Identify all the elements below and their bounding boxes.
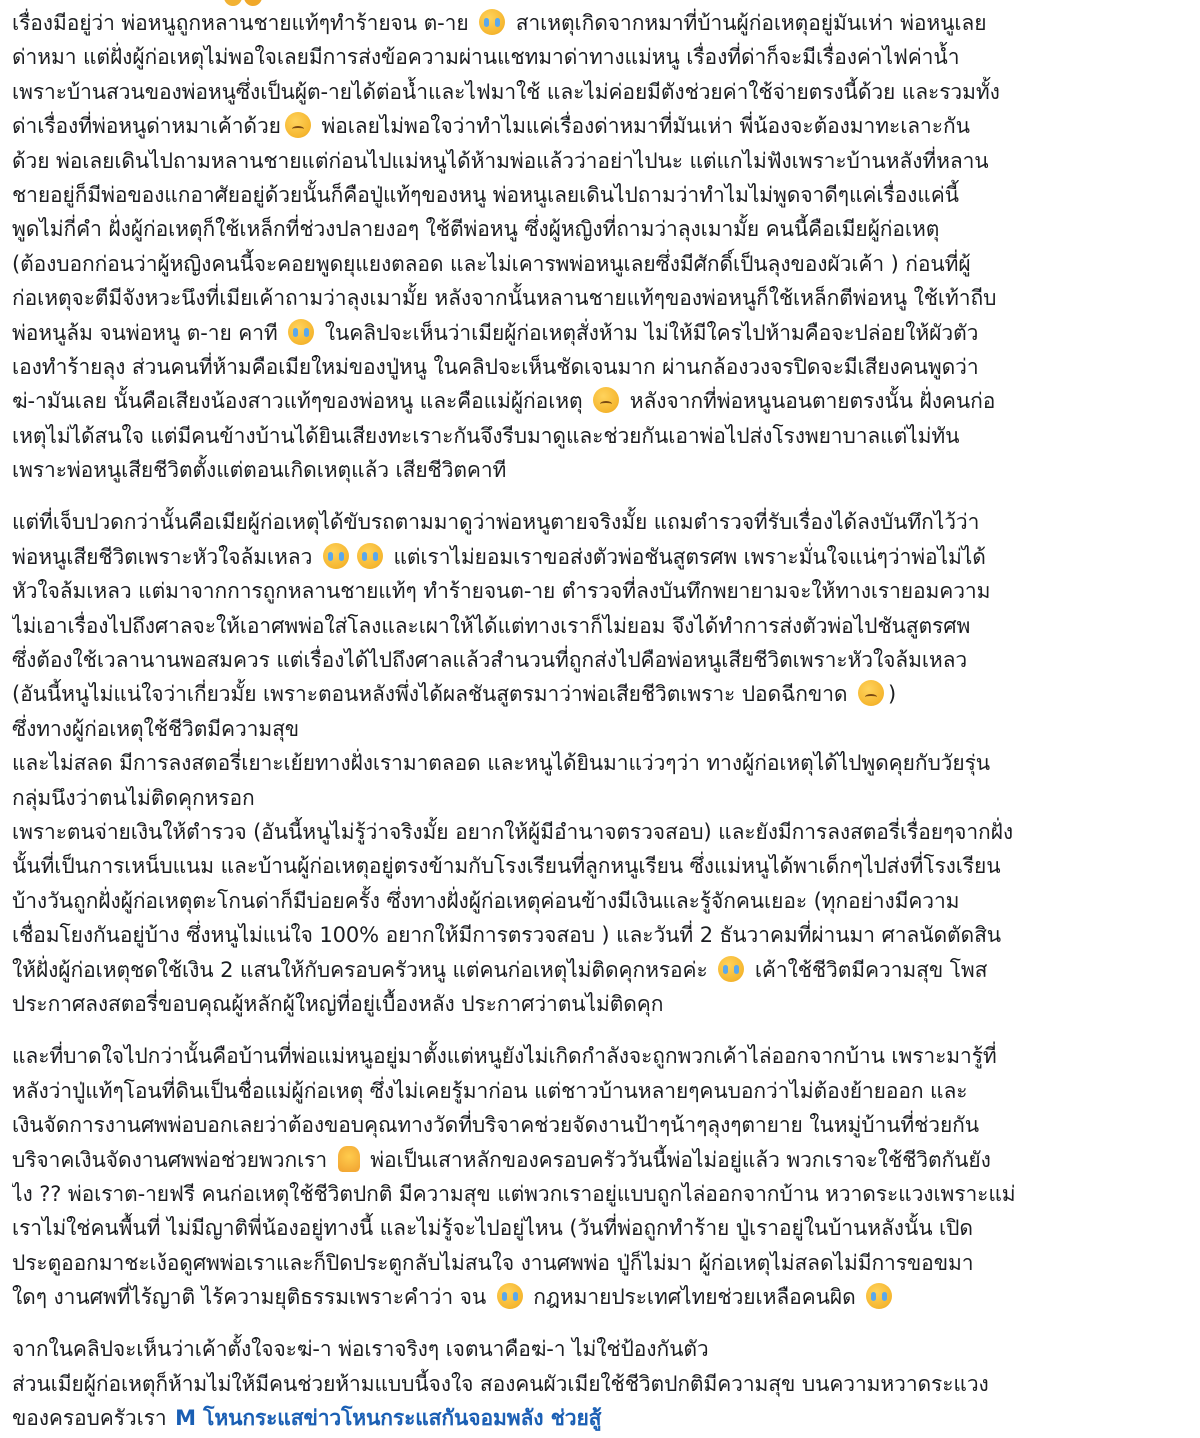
text-line: เพราะพ่อหนูเสียชีวิตตั้งแต่ตอนเกิดเหตุแล้ว เสียชีวิตคาที — [12, 458, 507, 483]
sad-face-icon — [285, 112, 311, 138]
paragraph-break — [12, 1314, 1186, 1332]
text-line: จากในคลิปจะเห็นว่าเค้าตั้งใจจะฆ่-า พ่อเราจริงๆ เจตนาคือฆ่-า ไม่ใช่ป้องกันตัว — [12, 1337, 709, 1362]
text-line: พูดไม่กี่คำ ฝั่งผู้ก่อเหตุก็ใช้เหล็กที่ช่วงปลายงอๆ ใช้ตีพ่อหนู ซึ่งผู้หญิงที่ถามว่าลุงเมามั้ย คนนี้คือเมียผู้ก่อเหตุ — [12, 217, 940, 242]
hashtag-link[interactable]: M โหนกระแสข่าวโหนกระแสกันจอมพลัง ช่วยสู้ — [175, 1406, 602, 1431]
text-line: หัวใจล้มเหลว แต่มาจากการถูกหลานชายแท้ๆ ทำร้ายจนต-าย ตำรวจที่ลงบันทึกพยายามจะให้ทางเรายอมความ — [12, 579, 991, 604]
post-text — [12, 6, 1186, 1401]
text-line: เองทำร้ายลุง ส่วนคนที่ห้ามคือเมียใหม่ของปู่หนู ในคลิปจะเห็นชัดเจนมาก ผ่านกล้องวงจรปิดจะมีเสียงคนพูดว่า — [12, 354, 979, 379]
sad-face-icon — [593, 387, 619, 413]
crying-face-icon — [357, 543, 383, 569]
text-line: พอหนลม จนพอหน ต-าย คาท ในคลปจะเหนวาเมยผกอเหตสงหาม ไมใหมใครไปหามคอจะปลอยใหผวตว — [12, 320, 979, 345]
text-line: เราไม่ใช่คนพื้นที่ ไม่มีญาติพี่น้องอยู่ทางนี้ และไม่รู้จะไปอยู่ไหน (วันที่พ่อถูกทำร้าย ปู่เราอยู่ในบ้านหลังนั้น เปิด — [12, 1216, 973, 1241]
text-line: (อนนหนไมแนใจวาเกยวมย เพราะตอนหลงพงไดผลชนสตรมาวาพอเสยชวตเพราะ ปอดฉกขาด ) — [12, 682, 897, 707]
paragraph-break — [12, 487, 1186, 505]
text-line: เรองมอยวา พอหนถกหลานชายแทๆทรายจน ต-าย สาเหตเกดจากหมาทบานผกอเหตอยมนเหา พอหนเลย — [12, 11, 987, 35]
text-line: ด้วย พ่อเลยเดินไปถามหลานชายแต่ก่อนไปแม่หนูได้ห้ามพ่อแล้วว่าอย่าไปนะ แต่แกไม่ฟังเพราะบ้านหลังที่หลาน — [12, 148, 989, 173]
text-line: ประตูออกมาชะเง้อดูศพพ่อเราและก็ปิดประตูกลับไม่สนใจ งานศพพ่อ ปู่ก็ไม่มา ผู้ก่อเหตุไม่สลดไม่มีการขอขมา — [12, 1250, 974, 1275]
text-line: หลังว่าปู่แท้ๆโอนที่ดินเป็นชื่อแม่ผู้ก่อเหตุ ซึ่งไม่เคยรู้มาก่อน แต่ชาวบ้านหลายๆคนบอกว่าไม่ต้องย้ายออก และ — [12, 1078, 968, 1103]
text-line: นั้นที่เป็นการเหน็บแนม และบ้านผู้ก่อเหตุอยู่ตรงข้ามกับโรงเรียนที่ลูกหนูเรียน ซึ่งแม่หนูได้พาเด็กๆไปส่งที่โรงเรียน — [12, 854, 1001, 879]
text-line: (ต้องบอกก่อนว่าผู้หญิงคนนี้จะคอยพูดยุแยงตลอด และไม่เคารพพ่อหนูเลยซึ่งมีศักดิ์เป็นลุงของผัวเค้า ) ก่อนที่ผู้ — [12, 251, 971, 276]
text-line: เงินจัดการงานศพพ่อบอกเลยว่าต้องขอบคุณทางวัดที่บริจาคช่วยจัดงานป้าๆน้าๆลุงๆตายาย ในหมู่บ้านที่ช่วยกัน — [12, 1113, 980, 1138]
text-line: ส่วนเมียผู้ก่อเหตุก็ห้ามไม่ให้มีคนช่วยห้ามแบบนี้จงใจ สองคนผัวเมียใช้ชีวิตปกติมีความสุข บนความหวาดระแวง — [12, 1371, 989, 1396]
crying-face-icon — [866, 1283, 892, 1309]
text-line: ซึ่งต้องใช้เวลานานพอสมควร แต่เรื่องได้ไปถึงศาลแล้วสำนวนที่ถูกส่งไปคือพ่อหนูเสียชีวิตเพราะหัวใจล้มเหลว — [12, 648, 968, 673]
text-line: ประกาศลงสตอรี่ขอบคุณผู้หลักผู้ใหญ่ที่อยู่เบื้องหลัง ประกาศว่าตนไม่ติดคุก — [12, 991, 664, 1016]
text-line: แต่ที่เจ็บปวดกว่านั้นคือเมียผู้ก่อเหตุได้ขับรถตามมาดูว่าพ่อหนูตายจริงมั้ย แถมตำรวจที่รับเรื่องได้ลงบันทึกไว้ว่า — [12, 510, 980, 535]
text-line: เพราะตนจ่ายเงินให้ตำรวจ (อันนี้หนูไม่รู้ว่าจริงมั้ย อยากให้ผู้มีอำนาจตรวจสอบ) และยังมีการลงสตอรี่เรื่อยๆจากฝั่ง — [12, 819, 1014, 844]
text-line: และไม่สลด มีการลงสตอรี่เยาะเย้ยทางฝั่งเรามาตลอด และหนูได้ยินมาแว่วๆว่า ทางผู้ก่อเหตุได้ไปพูดคุยกับวัยรุ่น — [12, 751, 991, 776]
crying-face-icon — [244, 0, 262, 6]
text-line: ใดๆ งานศพทไรญาต ไรความยตธรรมเพราะควา จน กฎหมายประเทศไทยชวยเหลอคนผด — [12, 1280, 1186, 1314]
text-line: ชายอยู่ก็มีพ่อของแกอาศัยอยู่ด้วยนั้นก็คือปู่แท้ๆของหนู พ่อหนูเลยเดินไปถามว่าทำไมไม่พูดจาดีๆแค่เรื่องแค่นี้ — [12, 182, 959, 207]
text-line: ฆ-ามนเลย นนคอเสยงนองสาวแทๆของพอหน และคอแมผกอเหต หลงจากทพอหนนอนตายตรงนน ฝงคนกอ — [12, 389, 996, 414]
sad-face-icon — [858, 680, 884, 706]
text-line: และที่บาดใจไปกว่านั้นคือบ้านที่พ่อแม่หนูอยู่มาตั้งแต่หนูยังไม่เกิดกำลังจะถูกพวกเค้าไล่ออกจากบ้าน เพราะมารู้ที่ — [12, 1044, 997, 1069]
last-line-text: ของครอบครัวเรา — [12, 1406, 167, 1431]
cropped-emoji-row — [12, 0, 1186, 6]
text-line: บ้างวันถูกฝั่งผู้ก่อเหตุตะโกนด่าก็มีบ่อยครั้ง ซึ่งทางฝั่งผู้ก่อเหตุค่อนข้างมีเงินและรู้จักคนเยอะ (ทุกอย่างมีความ — [12, 888, 960, 913]
text-line: ซึ่งทางผู้ก่อเหตุใช้ชีวิตมีความสุข — [12, 716, 300, 741]
crying-face-icon — [497, 1283, 523, 1309]
text-line: พอหนเสยชวตเพราะหวใจลมเหลว แตเราไมยอมเราขอสงตวพอชนสตรศพ เพราะมนใจแนๆวาพอไมได — [12, 544, 986, 569]
text-line: เชื่อมโยงกันอยู่บ้าง ซึ่งหนูไม่แน่ใจ 100% อยากให้มีการตรวจสอบ ) และวันที่ 2 ธันวาคมที่ผ่านมา ศาลนัดตัดสิน — [12, 923, 1002, 948]
text-line: ดาเรองทพอหนดาหมาเคาดวย พอเลยไมพอใจวาทไมแคเรองดาหมาทมนเหา พนองจะตองมาทะเลาะกน — [12, 114, 970, 139]
text-line: ไม่เอาเรื่องไปถึงศาลจะให้เอาศพพ่อใส่โลงและเผาให้ได้แต่ทางเราก็ไม่ยอม จึงได้ทำการส่งตัวพ่อไปชันสูตรศพ — [12, 613, 971, 638]
crying-face-icon — [224, 0, 242, 6]
post-last-line — [12, 1401, 1186, 1435]
text-line: บรจาคเงนจดงานศพพอชวยพวกเรา พอเปนเสาหลกของครอบครววนนพอไมอยแลว พวกเราจะใชชวตกนยง — [12, 1147, 991, 1172]
text-line: ก่อเหตุจะตีมีจังหวะนึงที่เมียเค้าถามว่าลุงเมามั้ย หลังจากนั้นหลานชายแท้ๆของพ่อหนูก็ใช้เหล็กตีพ่อหนู ใช้เท้าถีบ — [12, 286, 997, 311]
text-line: เหตุไม่ได้สนใจ แต่มีคนข้างบ้านได้ยินเสียงทะเราะกันจึงรีบมาดูและช่วยกันเอาพ่อไปส่งโรงพยาบาลแต่ไม่ทัน — [12, 423, 960, 448]
crying-face-icon — [288, 319, 314, 345]
praying-hands-icon — [338, 1146, 360, 1172]
paragraph-break — [12, 1021, 1186, 1039]
text-line: ด่าหมา แต่ฝั่งผู้ก่อเหตุไม่พอใจเลยมีการส่งข้อความผ่านแชทมาด่าทางแม่หนู เรื่องที่ด่าก็จะมีเรื่องค่าไฟค่าน้ำ — [12, 45, 960, 70]
text-line: ใหฝงผกอเหตชดใชเงน 2 แสนใหกบครอบครวหน แตคนกอเหตไมตดคกหรอคะ เคาใชชวตมความสข โพส — [12, 957, 988, 982]
text-line: กลุ่มนึงว่าตนไม่ติดคุกหรอก — [12, 785, 255, 810]
crying-face-icon — [323, 543, 349, 569]
text-line: เพราะบ้านสวนของพ่อหนูซึ่งเป็นผู้ต-ายได้ต่อน้ำและไฟมาใช้ และไม่ค่อยมีตังช่วยค่าใช้จ่ายตรงนี้ด้วย และรวมทั้ง — [12, 79, 1000, 104]
crying-face-icon — [718, 956, 744, 982]
crying-face-icon — [479, 9, 505, 35]
text-line: ไง ?? พ่อเราต-ายฟรี คนก่อเหตุใช้ชีวิตปกติ มีความสุข แต่พวกเราอยู่แบบถูกไล่ออกจากบ้าน หวาดระแวงเพราะแม่ — [12, 1181, 1016, 1206]
